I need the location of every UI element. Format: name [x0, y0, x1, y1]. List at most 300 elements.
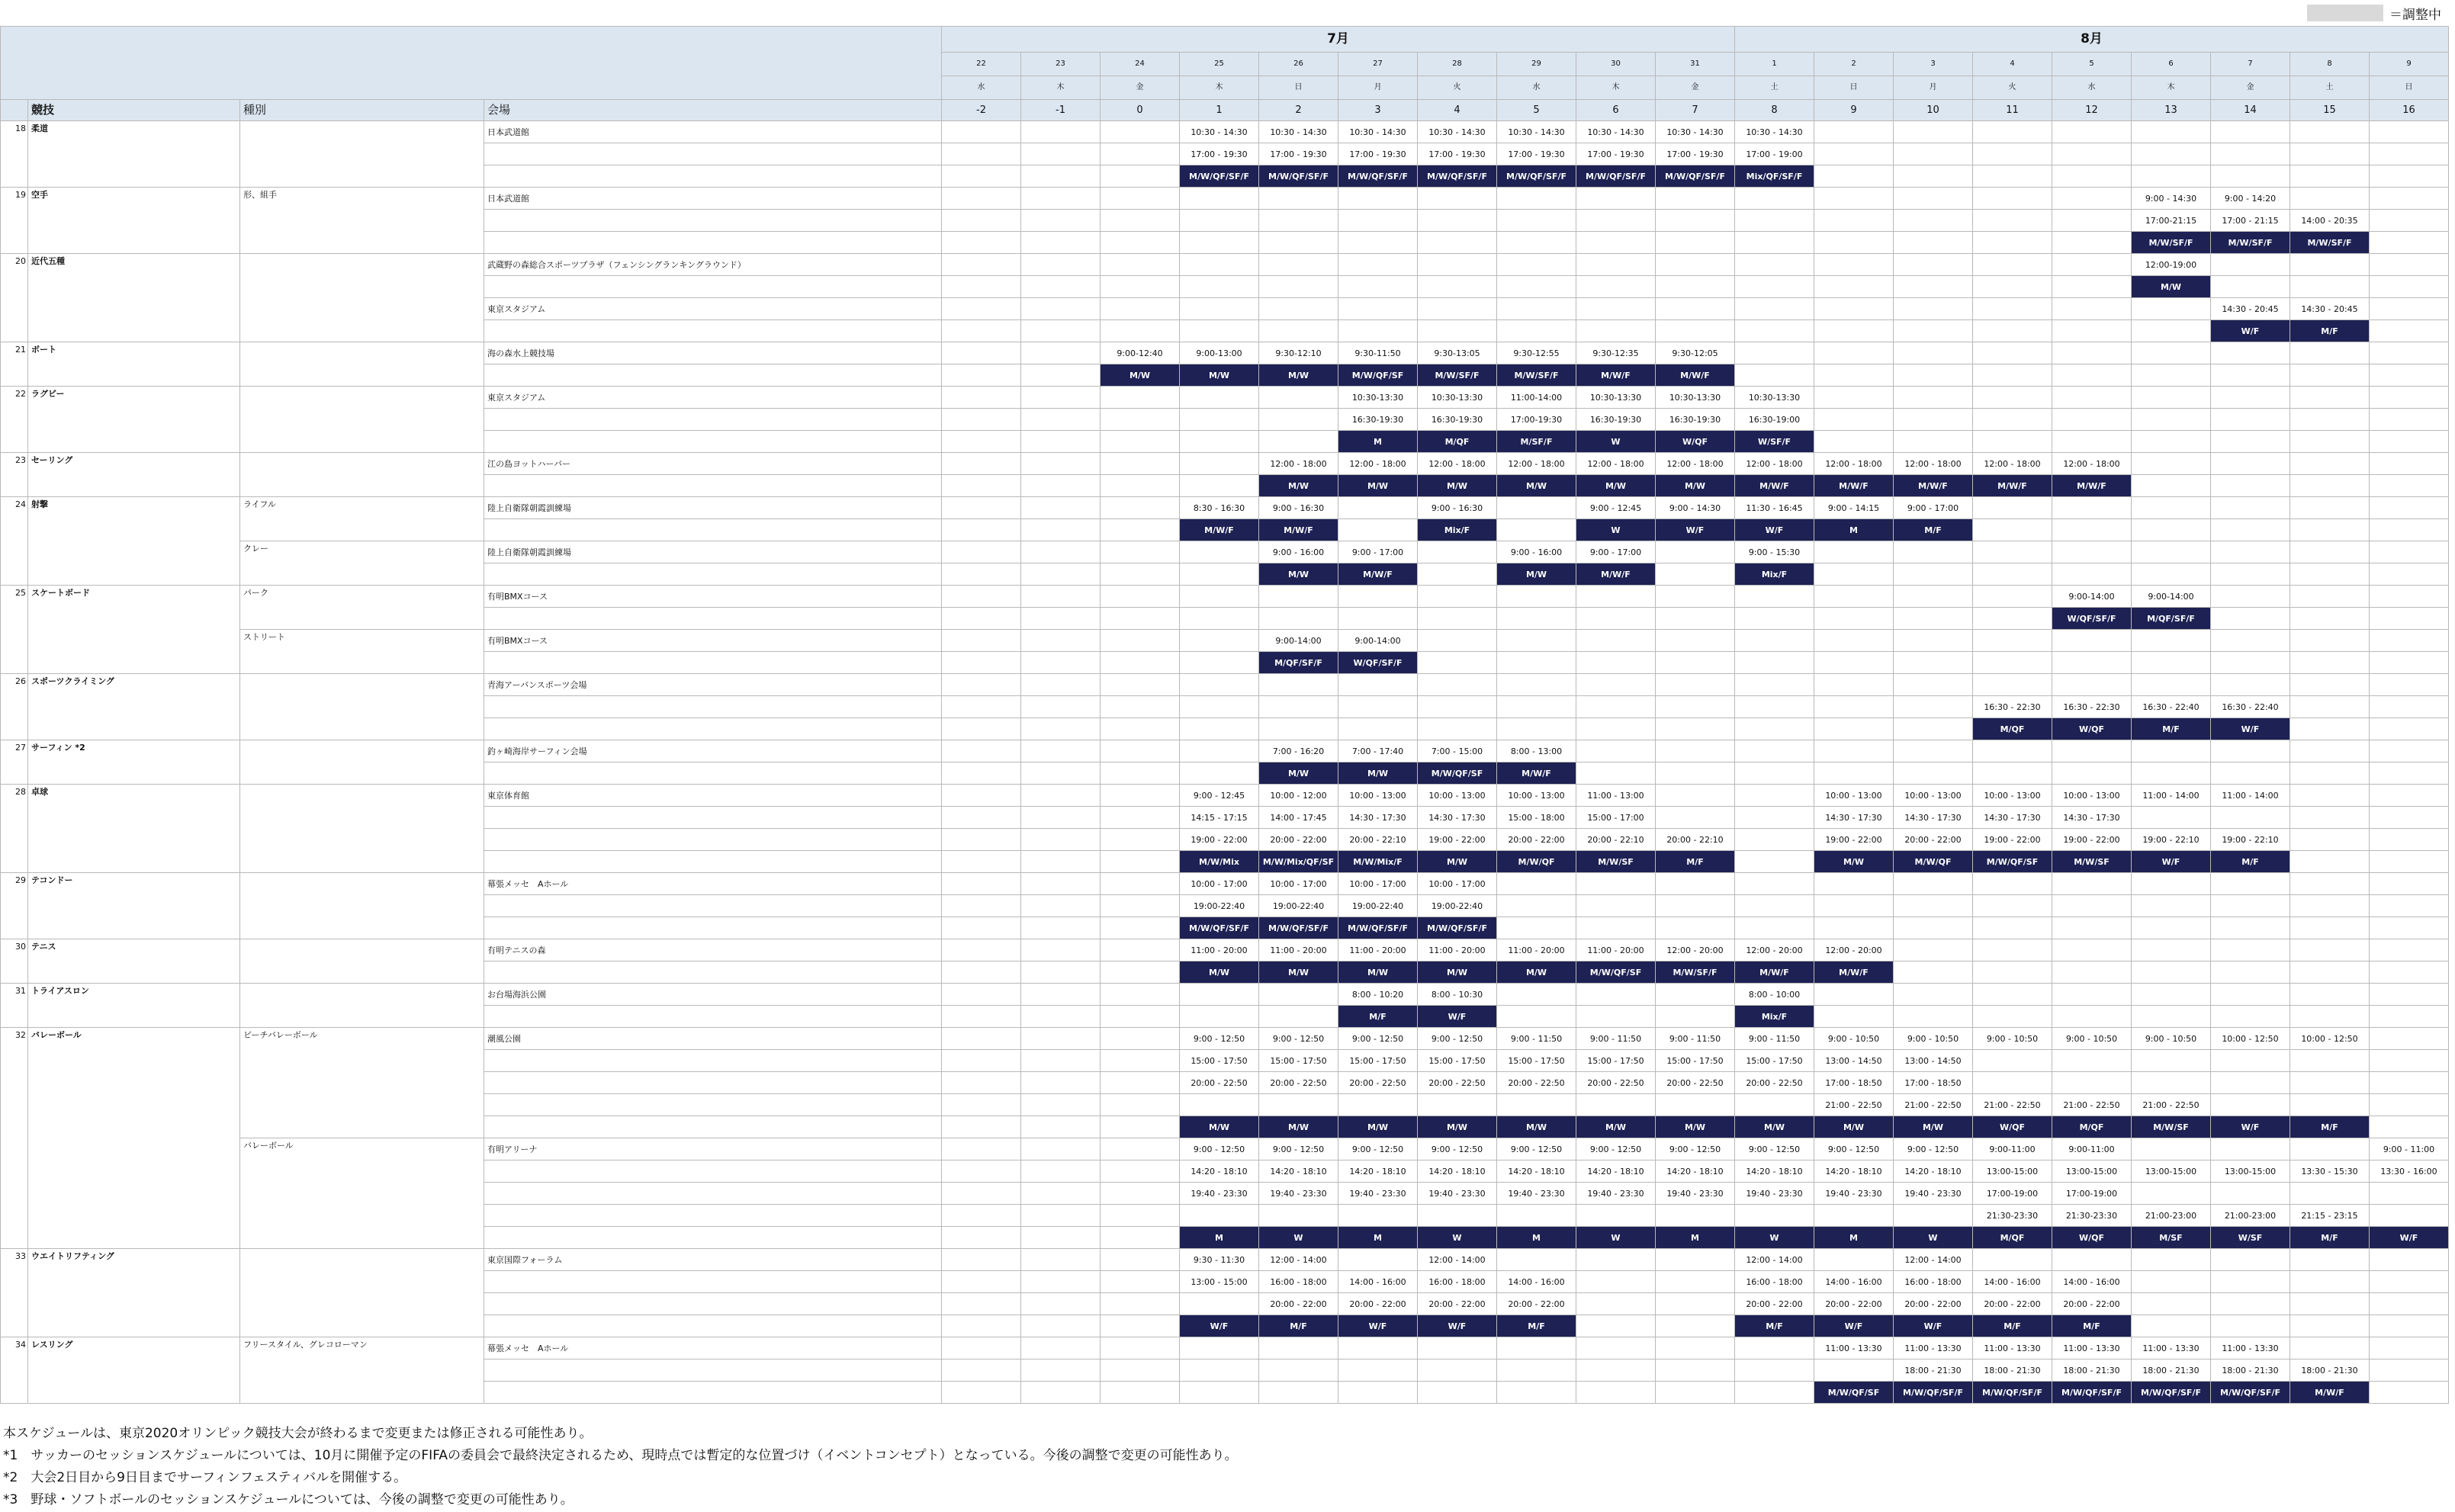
session-cell: W/QF: [2052, 718, 2132, 740]
legend: [2307, 5, 2441, 21]
time-cell: 11:00 - 13:30: [2211, 1337, 2290, 1360]
session-cell: M/W/QF/SF: [1576, 961, 1656, 984]
time-cell: 19:40 - 23:30: [1735, 1183, 1814, 1205]
month-header-row: [1, 27, 2449, 53]
time-cell: [942, 1160, 1021, 1183]
time-cell: [1814, 674, 1894, 696]
time-cell: [942, 807, 1021, 829]
sport-name: テニス: [28, 939, 240, 984]
weekday-cell: 土: [1735, 76, 1814, 100]
time-cell: 16:00 - 18:00: [1259, 1271, 1338, 1293]
time-cell: [1021, 939, 1101, 961]
time-cell: [1973, 254, 2052, 276]
session-cell: [1338, 519, 1418, 541]
time-cell: [1576, 586, 1656, 608]
time-cell: 17:00-19:30: [1497, 409, 1576, 431]
time-cell: 20:00 - 22:00: [1973, 1293, 2052, 1315]
session-cell: [2052, 364, 2132, 387]
time-cell: [1021, 829, 1101, 851]
time-cell: [1418, 254, 1497, 276]
time-cell: 19:00 - 22:00: [1180, 829, 1259, 851]
time-cell: [2052, 895, 2132, 917]
sport-name: トライアスロン: [28, 984, 240, 1028]
session-cell: [2132, 320, 2211, 342]
time-cell: [1418, 298, 1497, 320]
sport-name: バレーボール: [28, 1028, 240, 1249]
time-cell: [2370, 143, 2449, 165]
time-cell: 10:30 - 14:30: [1180, 121, 1259, 143]
session-cell: [1101, 320, 1180, 342]
session-cell: [1418, 1382, 1497, 1404]
time-cell: [1735, 210, 1814, 232]
session-cell: [1497, 276, 1576, 298]
time-cell: [1180, 1337, 1259, 1360]
time-cell: [1259, 409, 1338, 431]
session-cell: M/W/F: [1814, 475, 1894, 497]
session-cell: [942, 1382, 1021, 1404]
time-cell: [1101, 807, 1180, 829]
session-cell: [1656, 608, 1735, 630]
sport-number: 20: [1, 254, 28, 342]
time-cell: [2290, 1138, 2370, 1160]
time-cell: [1656, 740, 1735, 762]
venue-name: 東京スタジアム: [484, 387, 942, 409]
session-cell: [1259, 1006, 1338, 1028]
time-cell: [1418, 586, 1497, 608]
session-cell: [2370, 165, 2449, 188]
time-cell: [2132, 1072, 2211, 1094]
time-cell: 9:00 - 11:50: [1656, 1028, 1735, 1050]
time-cell: 12:00 - 18:00: [1576, 453, 1656, 475]
time-row: [1, 873, 2449, 895]
time-cell: 9:30-13:05: [1418, 342, 1497, 364]
time-cell: 10:30 - 14:30: [1418, 121, 1497, 143]
time-cell: 9:00 - 11:00: [2370, 1138, 2449, 1160]
time-row: [1, 453, 2449, 475]
session-cell: [942, 1315, 1021, 1337]
session-cell: M/W/QF/SF/F: [1259, 917, 1338, 939]
sport-number: 26: [1, 674, 28, 740]
time-cell: [1814, 210, 1894, 232]
time-cell: 7:00 - 16:20: [1259, 740, 1338, 762]
session-cell: M/W/QF/SF/F: [1418, 917, 1497, 939]
weekday-cell: 金: [1656, 76, 1735, 100]
time-cell: 16:30 - 22:30: [1973, 696, 2052, 718]
time-cell: [2290, 984, 2370, 1006]
time-cell: [1576, 984, 1656, 1006]
time-cell: [1735, 895, 1814, 917]
time-cell: [1656, 1360, 1735, 1382]
time-cell: [1021, 254, 1101, 276]
time-cell: [2370, 586, 2449, 608]
session-cell: W/F: [2211, 1116, 2290, 1138]
session-cell: [2052, 276, 2132, 298]
time-cell: [1656, 586, 1735, 608]
time-cell: [2132, 541, 2211, 563]
day-index-cell: 14: [2211, 100, 2290, 121]
time-cell: 12:00 - 18:00: [1418, 453, 1497, 475]
time-cell: 19:40 - 23:30: [1180, 1183, 1259, 1205]
venue-blank: [484, 1205, 942, 1227]
time-cell: 15:00 - 17:00: [1576, 807, 1656, 829]
time-cell: [2370, 785, 2449, 807]
time-cell: [2132, 121, 2211, 143]
session-cell: M/W/F: [1497, 762, 1576, 785]
session-cell: [942, 165, 1021, 188]
session-cell: [2132, 961, 2211, 984]
time-cell: 14:20 - 18:10: [1497, 1160, 1576, 1183]
time-cell: 20:00 - 22:50: [1735, 1072, 1814, 1094]
time-cell: 17:00-21:15: [2132, 210, 2211, 232]
session-cell: [1735, 364, 1814, 387]
sport-name: スポーツクライミング: [28, 674, 240, 740]
time-cell: [2211, 1094, 2290, 1116]
session-cell: [1656, 320, 1735, 342]
time-cell: 16:30-19:30: [1576, 409, 1656, 431]
session-cell: M/F: [2211, 851, 2290, 873]
time-cell: [1101, 740, 1180, 762]
time-cell: 11:00 - 13:30: [1894, 1337, 1973, 1360]
time-cell: 12:00 - 14:00: [1894, 1249, 1973, 1271]
event-type: [240, 939, 484, 984]
time-cell: [1973, 740, 2052, 762]
time-cell: 10:30-13:30: [1576, 387, 1656, 409]
time-cell: 11:00 - 13:30: [2132, 1337, 2211, 1360]
session-cell: M/W/QF/SF/F: [2211, 1382, 2290, 1404]
session-cell: M/W: [1101, 364, 1180, 387]
time-cell: [2132, 1050, 2211, 1072]
time-cell: 21:00 - 22:50: [1814, 1094, 1894, 1116]
time-cell: [942, 409, 1021, 431]
time-cell: 12:00 - 14:00: [1418, 1249, 1497, 1271]
weekday-cell: 土: [2290, 76, 2370, 100]
time-cell: [1656, 210, 1735, 232]
time-cell: [1576, 1271, 1656, 1293]
time-cell: 9:00 - 12:50: [1338, 1138, 1418, 1160]
session-cell: [1735, 276, 1814, 298]
session-cell: M/W/QF/SF/F: [1180, 917, 1259, 939]
session-cell: [1973, 519, 2052, 541]
venue-name: 日本武道館: [484, 188, 942, 210]
time-cell: [1814, 121, 1894, 143]
time-cell: [942, 586, 1021, 608]
time-cell: [2370, 740, 2449, 762]
session-cell: W: [1735, 1227, 1814, 1249]
venue-blank: [484, 1227, 942, 1249]
session-cell: [2211, 1006, 2290, 1028]
time-cell: [1497, 984, 1576, 1006]
session-cell: [1497, 320, 1576, 342]
session-cell: [1101, 1382, 1180, 1404]
time-cell: 12:00 - 18:00: [1656, 453, 1735, 475]
date-cell: 24: [1101, 53, 1180, 76]
event-type: [240, 121, 484, 188]
time-cell: [1180, 674, 1259, 696]
time-cell: [2290, 674, 2370, 696]
time-cell: [1338, 497, 1418, 519]
session-cell: [1259, 608, 1338, 630]
venue-name: お台場海浜公園: [484, 984, 942, 1006]
time-cell: 15:00 - 17:50: [1576, 1050, 1656, 1072]
session-cell: [1101, 232, 1180, 254]
time-cell: [1576, 298, 1656, 320]
session-cell: M/W: [1259, 1116, 1338, 1138]
time-cell: 21:00 - 22:50: [1973, 1094, 2052, 1116]
time-cell: [2211, 586, 2290, 608]
session-cell: M/F: [1656, 851, 1735, 873]
venue-name: 幕張メッセ Aホール: [484, 1337, 942, 1360]
time-cell: 9:00-11:00: [2052, 1138, 2132, 1160]
time-cell: [1180, 298, 1259, 320]
time-cell: [2211, 1050, 2290, 1072]
time-cell: [2290, 1072, 2370, 1094]
time-cell: [2370, 497, 2449, 519]
time-cell: [2052, 1249, 2132, 1271]
time-cell: 9:00 - 12:50: [1418, 1138, 1497, 1160]
time-cell: 18:00 - 21:30: [2211, 1360, 2290, 1382]
time-row: [1, 984, 2449, 1006]
session-cell: [1338, 718, 1418, 740]
date-cell: 25: [1180, 53, 1259, 76]
venue-blank: [484, 696, 942, 718]
venue-blank: [484, 718, 942, 740]
time-cell: 19:40 - 23:30: [1497, 1183, 1576, 1205]
time-cell: 10:00 - 12:00: [1259, 785, 1338, 807]
session-cell: M/QF: [1418, 431, 1497, 453]
time-cell: 14:20 - 18:10: [1338, 1160, 1418, 1183]
time-cell: [2290, 1183, 2370, 1205]
day-index-cell: 9: [1814, 100, 1894, 121]
session-cell: M/W/F: [1735, 475, 1814, 497]
session-cell: [1101, 165, 1180, 188]
venue-blank: [484, 431, 942, 453]
sport-name: ラグビー: [28, 387, 240, 453]
time-cell: [1338, 254, 1418, 276]
event-type: [240, 873, 484, 939]
session-cell: [1814, 165, 1894, 188]
time-cell: [2370, 1337, 2449, 1360]
time-cell: 14:30 - 17:30: [1338, 807, 1418, 829]
time-cell: [1814, 342, 1894, 364]
time-cell: [1259, 1337, 1338, 1360]
time-cell: [1338, 188, 1418, 210]
time-cell: 10:00 - 13:00: [1338, 785, 1418, 807]
session-cell: W/F: [2370, 1227, 2449, 1249]
sport-number: 29: [1, 873, 28, 939]
session-cell: [942, 1227, 1021, 1249]
time-cell: [1497, 298, 1576, 320]
time-cell: [1101, 1072, 1180, 1094]
session-cell: [2052, 961, 2132, 984]
session-cell: [1735, 917, 1814, 939]
venue-name: 日本武道館: [484, 121, 942, 143]
time-cell: [1101, 497, 1180, 519]
time-cell: [1894, 696, 1973, 718]
time-row: [1, 1138, 2449, 1160]
time-cell: [1101, 829, 1180, 851]
time-cell: [1497, 696, 1576, 718]
session-cell: [1894, 276, 1973, 298]
time-row: [1, 254, 2449, 276]
time-cell: [2052, 674, 2132, 696]
time-cell: [2370, 1249, 2449, 1271]
session-cell: [1576, 608, 1656, 630]
session-cell: [1101, 1116, 1180, 1138]
time-cell: [1101, 674, 1180, 696]
session-cell: M/W: [1814, 851, 1894, 873]
time-cell: 14:15 - 17:15: [1180, 807, 1259, 829]
session-cell: M/W: [1656, 1116, 1735, 1138]
weekday-cell: 金: [2211, 76, 2290, 100]
time-row: [1, 1249, 2449, 1271]
venue-blank: [484, 608, 942, 630]
session-cell: [1735, 320, 1814, 342]
session-cell: W/F: [1735, 519, 1814, 541]
time-cell: 11:00 - 14:00: [2211, 785, 2290, 807]
time-cell: [1497, 895, 1576, 917]
time-cell: [2370, 895, 2449, 917]
time-cell: [1814, 254, 1894, 276]
session-cell: [1735, 652, 1814, 674]
time-cell: 9:00-12:40: [1101, 342, 1180, 364]
session-cell: M/W: [1259, 364, 1338, 387]
time-cell: 12:00 - 20:00: [1814, 939, 1894, 961]
time-cell: [942, 188, 1021, 210]
time-cell: [2370, 409, 2449, 431]
time-cell: 9:00 - 12:50: [1894, 1138, 1973, 1160]
time-cell: [1973, 387, 2052, 409]
time-cell: 9:00 - 17:00: [1338, 541, 1418, 563]
session-cell: [1021, 364, 1101, 387]
time-cell: [1101, 254, 1180, 276]
time-cell: [1418, 1337, 1497, 1360]
session-cell: M/W/F: [1259, 519, 1338, 541]
session-cell: [1814, 431, 1894, 453]
time-cell: 21:00-23:00: [2211, 1205, 2290, 1227]
day-index-cell: 10: [1894, 100, 1973, 121]
header-type: 種別: [240, 100, 484, 121]
time-cell: [1021, 1094, 1101, 1116]
session-cell: W/QF: [2052, 1227, 2132, 1249]
session-cell: [1259, 320, 1338, 342]
sport-name: テコンドー: [28, 873, 240, 939]
session-cell: [2211, 608, 2290, 630]
venue-blank: [484, 1050, 942, 1072]
time-cell: 19:00 - 22:00: [1814, 829, 1894, 851]
time-cell: 12:00 - 18:00: [1894, 453, 1973, 475]
time-cell: 12:00 - 18:00: [1497, 453, 1576, 475]
session-cell: [1814, 276, 1894, 298]
day-index-cell: 3: [1338, 100, 1418, 121]
session-cell: M: [1656, 1227, 1735, 1249]
time-cell: 16:30 - 22:40: [2132, 696, 2211, 718]
session-cell: M/QF: [2052, 1116, 2132, 1138]
session-cell: [1101, 475, 1180, 497]
session-cell: M/W: [1497, 475, 1576, 497]
venue-blank: [484, 563, 942, 586]
time-cell: [2132, 1183, 2211, 1205]
time-cell: [1497, 210, 1576, 232]
time-cell: [942, 143, 1021, 165]
time-cell: 9:30-12:55: [1497, 342, 1576, 364]
time-cell: 14:20 - 18:10: [1418, 1160, 1497, 1183]
time-cell: [1021, 740, 1101, 762]
time-cell: [1338, 298, 1418, 320]
session-cell: [1418, 320, 1497, 342]
session-cell: [2370, 276, 2449, 298]
session-cell: [1101, 431, 1180, 453]
header-blank: [1, 27, 942, 100]
time-cell: [2211, 895, 2290, 917]
time-cell: 9:30 - 11:30: [1180, 1249, 1259, 1271]
time-cell: [1973, 674, 2052, 696]
time-cell: [2132, 939, 2211, 961]
session-cell: M/W: [1180, 1116, 1259, 1138]
session-cell: [1894, 165, 1973, 188]
time-cell: 20:00 - 22:00: [1259, 1293, 1338, 1315]
session-cell: [1101, 851, 1180, 873]
session-cell: [1497, 1382, 1576, 1404]
time-cell: 9:00-14:00: [1338, 630, 1418, 652]
time-cell: [942, 1072, 1021, 1094]
session-cell: [1021, 961, 1101, 984]
footnotes: [3, 1423, 1238, 1511]
session-cell: [2052, 431, 2132, 453]
session-cell: [2132, 563, 2211, 586]
venue-blank: [484, 762, 942, 785]
time-cell: [1656, 541, 1735, 563]
time-cell: 14:00 - 16:00: [1814, 1271, 1894, 1293]
time-cell: 10:00 - 13:00: [1497, 785, 1576, 807]
time-cell: [1180, 984, 1259, 1006]
session-cell: [2290, 364, 2370, 387]
time-cell: 19:00 - 22:00: [1418, 829, 1497, 851]
time-cell: [1101, 121, 1180, 143]
session-cell: [2290, 1006, 2370, 1028]
session-cell: [1180, 718, 1259, 740]
session-cell: M/W/SF: [1576, 851, 1656, 873]
session-cell: W/F: [2211, 718, 2290, 740]
time-cell: 17:00 - 18:50: [1894, 1072, 1973, 1094]
session-cell: W/SF/F: [1735, 431, 1814, 453]
session-cell: [2132, 475, 2211, 497]
event-type: [240, 740, 484, 785]
time-cell: [2052, 497, 2132, 519]
time-cell: 17:00 - 18:50: [1814, 1072, 1894, 1094]
time-cell: [2370, 1094, 2449, 1116]
venue-blank: [484, 961, 942, 984]
time-cell: 16:30 - 22:30: [2052, 696, 2132, 718]
time-cell: [1021, 1072, 1101, 1094]
session-cell: [1973, 276, 2052, 298]
day-index-cell: 11: [1973, 100, 2052, 121]
session-cell: [2132, 431, 2211, 453]
time-cell: [1656, 696, 1735, 718]
session-cell: [1894, 431, 1973, 453]
time-cell: [1814, 298, 1894, 320]
session-cell: W: [1576, 431, 1656, 453]
time-cell: [2370, 1205, 2449, 1227]
time-cell: [2132, 740, 2211, 762]
session-cell: W/F: [1180, 1315, 1259, 1337]
time-cell: [1180, 1094, 1259, 1116]
time-cell: [1735, 829, 1814, 851]
session-cell: [1814, 232, 1894, 254]
venue-blank: [484, 829, 942, 851]
time-cell: 12:00 - 14:00: [1735, 1249, 1814, 1271]
time-cell: [1973, 541, 2052, 563]
time-cell: [1656, 298, 1735, 320]
